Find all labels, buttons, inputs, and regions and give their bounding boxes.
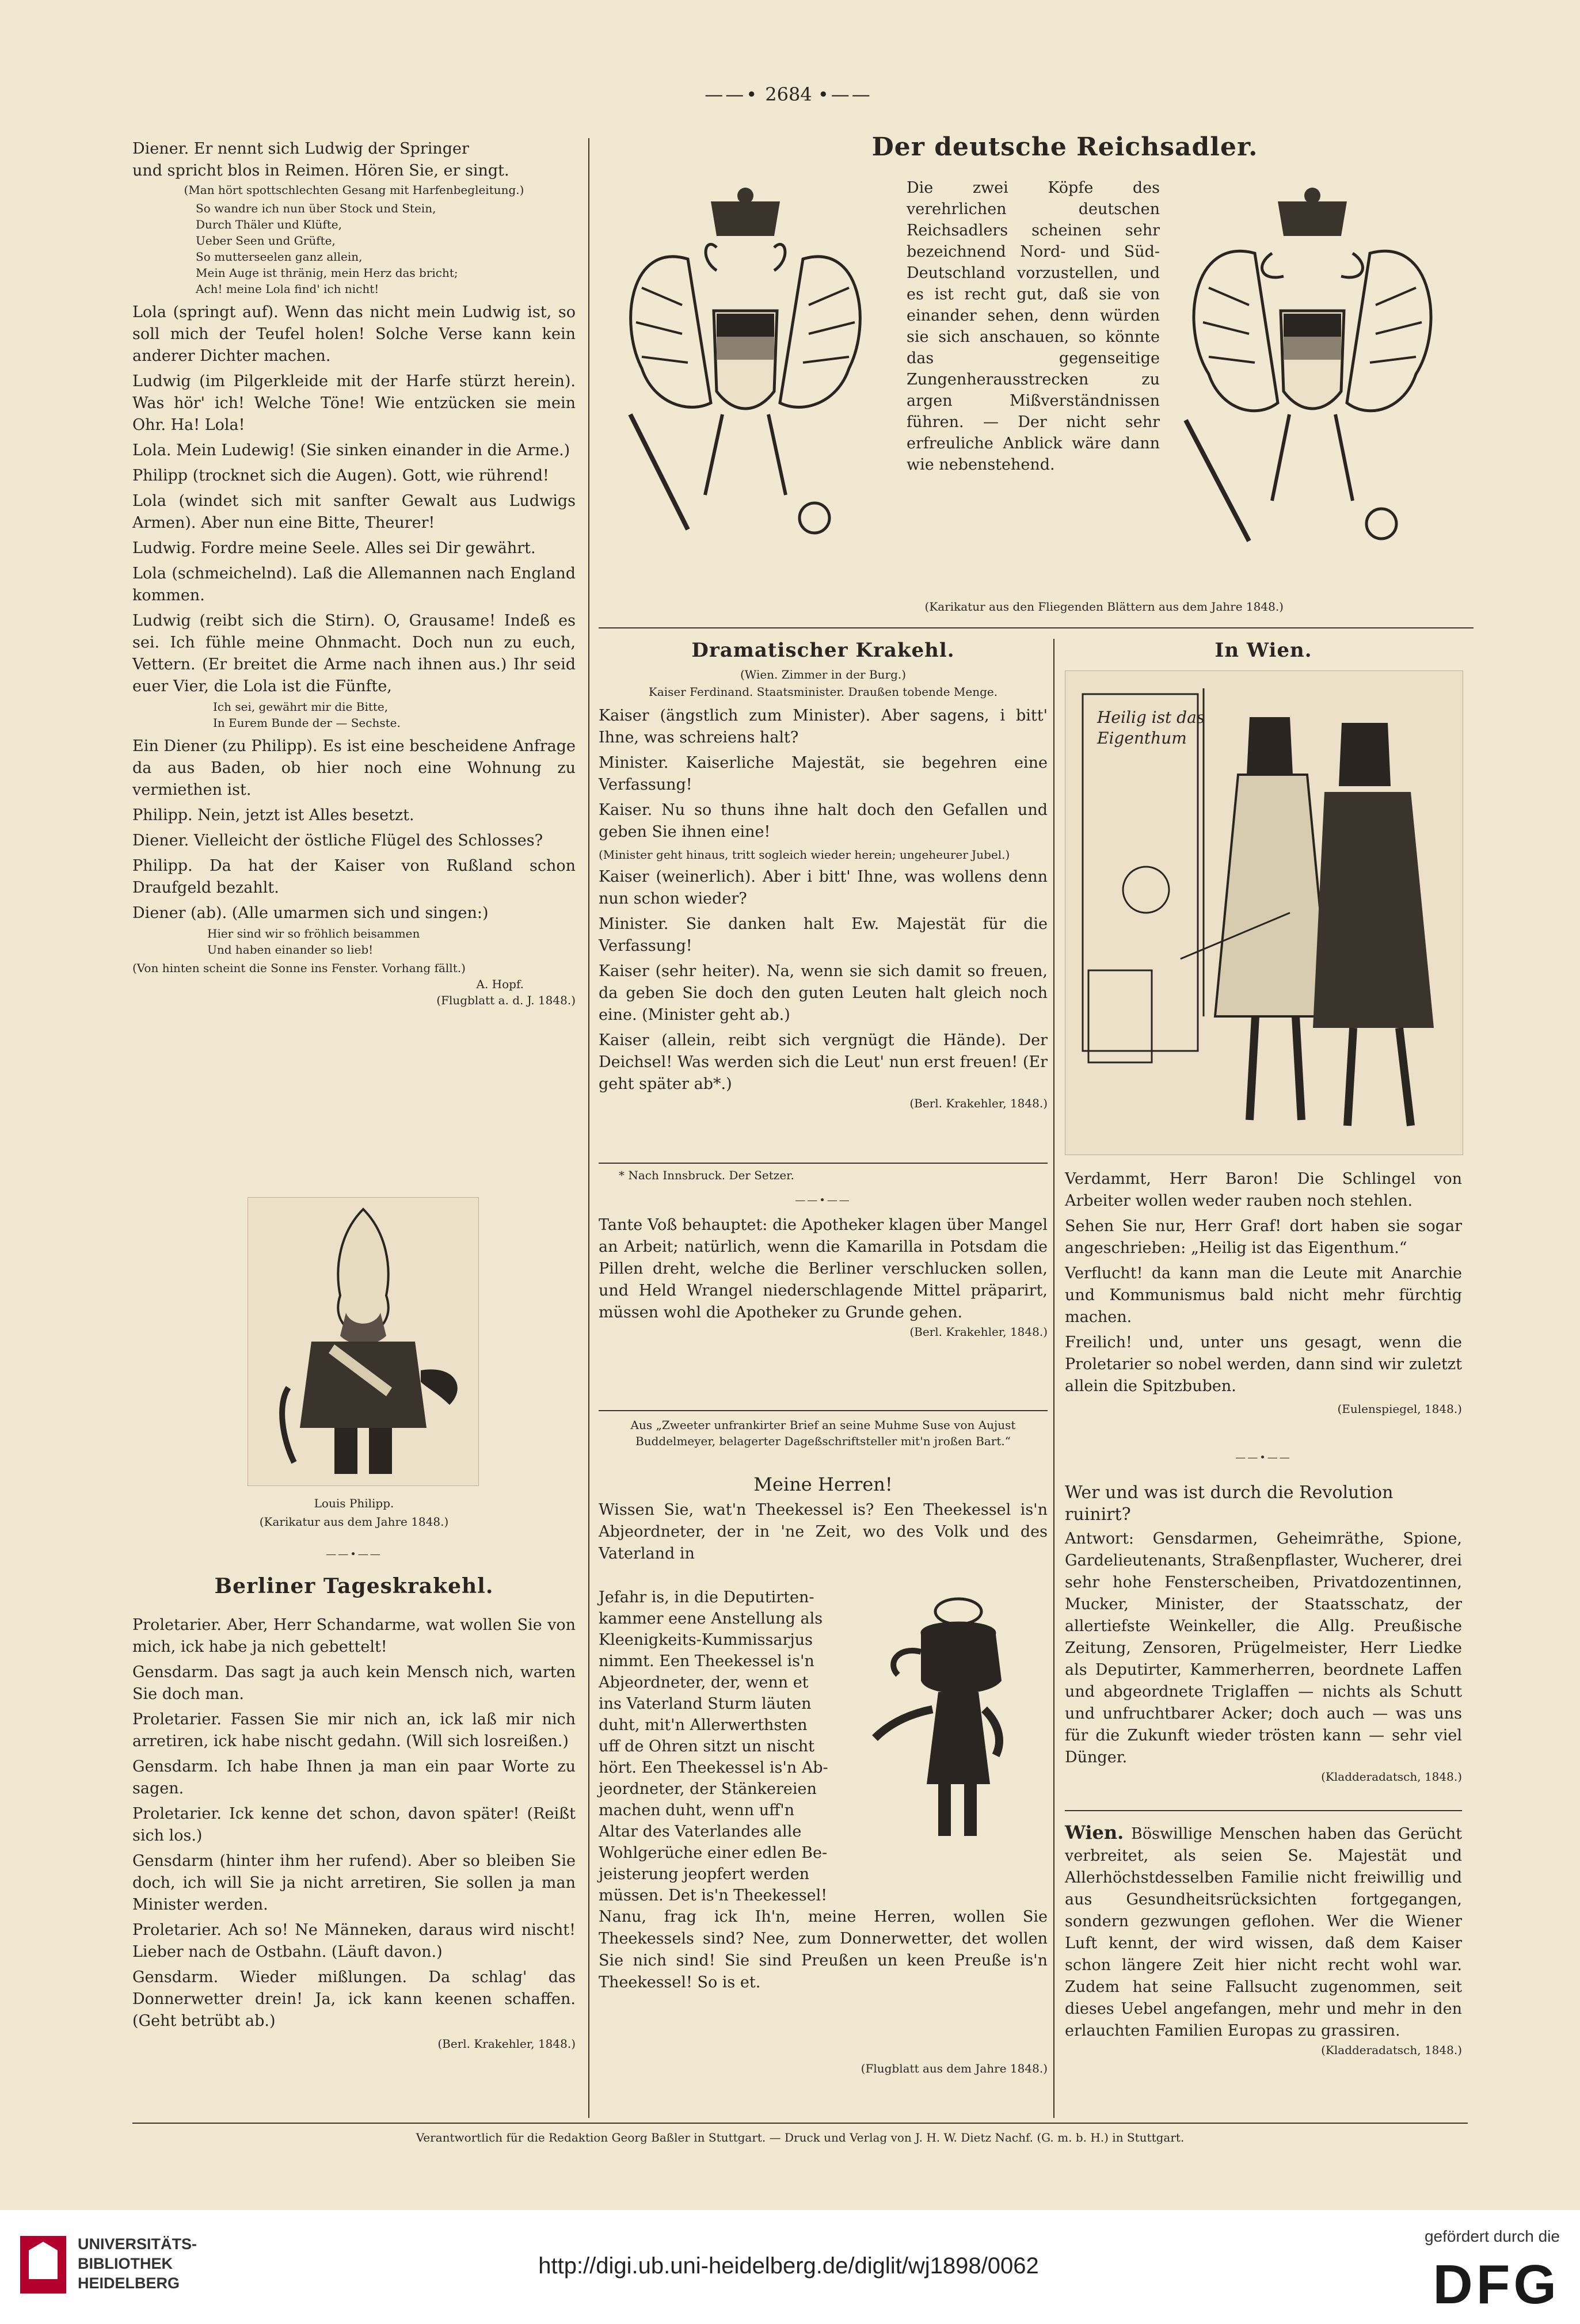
wien-lead: Wien. [1065, 1822, 1124, 1843]
in-wien-cartoon [1065, 670, 1463, 1155]
dialogue: Gensdarm. Das sagt ja auch kein Mensch nich, warten Sie doch man. [132, 1663, 576, 1703]
play-continuation [132, 138, 576, 1008]
verse [132, 925, 576, 958]
berliner-title: Berliner Tageskrakehl. [214, 1574, 494, 1598]
page-number-line: ——• 2684 •—— [705, 83, 873, 105]
theekessel-intro: Aus „Zweeter unfrankirter Brief an seine Muhme Suse von Aujust Buddelmeyer, belagerter Dageßschriftsteller mit'n jroßen Bart.“ [630, 1418, 1016, 1448]
dialogue: Proletarier. Ach so! Ne Männeken, daraus wird nischt! Lieber nach de Ostbahn. (Läuft davon.) [132, 1921, 576, 1961]
source-url-link[interactable]: http://digi.ub.uni-heidelberg.de/diglit/wj1898/0062 [538, 2253, 1039, 2279]
footer-rule [132, 2123, 1468, 2124]
verse-line: Ueber Seen und Grüfte, [196, 234, 336, 247]
dfg-logo: DFG [1433, 2254, 1560, 2315]
line: Wohlgerüche einer edlen Be- [599, 1844, 828, 1862]
line: ins Vaterland Sturm läuten [599, 1695, 812, 1713]
verse-line: So wandre ich nun über Stock und Stein, [196, 201, 436, 215]
dialogue: Lola. Mein Ludewig! (Sie sinken einander in die Arme.) [132, 441, 570, 459]
sign-line: Heilig ist das [1097, 708, 1205, 727]
column-rule [588, 138, 589, 2118]
line: Diener. Er nennt sich Ludwig der Springer [132, 140, 469, 158]
dialogue: Minister. Sie danken halt Ew. Majestät für die Verfassung! [599, 915, 1048, 955]
horizontal-rule [1065, 1810, 1462, 1811]
paragraph: Nanu, frag ick Ih'n, meine Herren, wollen Sie Theekessels sind? Nee, zum Donnerwetter, det wollen Sie nich sind! Sie sind Preußen un keen Preuße is'n Theekessel! So is et. [599, 1908, 1048, 1991]
caricature-source: (Karikatur aus dem Jahre 1848.) [259, 1515, 449, 1529]
krakehl-title: Dramatischer Krakehl. [691, 639, 955, 662]
dialogue: Diener. Vielleicht der östliche Flügel des Schlosses? [132, 832, 543, 849]
verse-line: Und haben einander so lieb! [207, 943, 374, 957]
dialogue: Gensdarm (hinter ihm her rufend). Aber so bleiben Sie doch, ich will Sie ja nicht arretiren, Sie sollen ja man Minister werden. [132, 1852, 576, 1914]
line: Altar des Vaterlandes alle [599, 1823, 802, 1841]
dialogue: Sehen Sie nur, Herr Graf! dort haben sie sogar angeschrieben: „Heilig ist das Eigenthum.“ [1065, 1217, 1462, 1257]
dialogue: Ludwig (im Pilgerkleide mit der Harfe stürzt herein). Was hör' ich! Welche Töne! Wie entzücken sie mein Ohr. Ha! Lola! [132, 372, 576, 434]
line: nimmt. Een Theekessel is'n [599, 1652, 814, 1670]
dialogue: Ein Diener (zu Philipp). Es ist eine bescheidene Anfrage da aus Baden, ob hier noch eine Wohnung zu vermiethen ist. [132, 737, 576, 799]
theekessel-intro-lines: Wissen Sie, wat'n Theekessel is? Een Theekessel is'n Abjeordneter, der in 'ne Zeit, wo des Volk und des Vaterland in [599, 1501, 1048, 1563]
theekessel-end [599, 1906, 1048, 1994]
line: uff de Ohren sitzt un nischt [599, 1738, 814, 1755]
source: (Berl. Krakehler, 1848.) [909, 1096, 1048, 1110]
wien-body: Böswillige Menschen haben das Gerücht verbreitet, als seien Se. Majestät und Allerhöchstdesselben Familie nicht freiwillig und aus Gesundheitsrücksichten fortgegangen, sondern gezwungen geflohen. Wer die Wiener Luft kennt, der wird wissen, daß dem Kaiser schon längere Zeit hier nicht recht wohl war. Zudem hat seine Fallsucht zugenommen, seit dieses Uebel angefangen, mehr und mehr in den erlauchten Familien Europas zu grassiren. [1065, 1825, 1462, 2040]
louis-philipp-caricature [248, 1197, 479, 1486]
theekessel-source: (Flugblatt aus dem Jahre 1848.) [861, 2062, 1048, 2075]
verse-line: Mein Auge ist thränig, mein Herz das bricht; [196, 266, 458, 280]
divider-ornament: ——•—— [326, 1548, 382, 1560]
stage-direction: (Von hinten scheint die Sonne ins Fenster. Vorhang fällt.) [132, 961, 466, 975]
page-number: 2684 [765, 83, 812, 105]
in-wien-body [1065, 1168, 1462, 1417]
source: (Berl. Krakehler, 1848.) [909, 1325, 1048, 1339]
dialogue: Gensdarm. Ich habe Ihnen ja man ein paar Worte zu sagen. [132, 1758, 576, 1797]
theekessel-salutation: Meine Herren! [753, 1473, 893, 1495]
divider-ornament: ——•—— [795, 1194, 851, 1206]
line: machen duht, wenn uff'n [599, 1801, 795, 1819]
verse-line: Durch Thäler und Klüfte, [196, 218, 342, 231]
krakehl-cast: Kaiser Ferdinand. Staatsminister. Draußen tobende Menge. [648, 685, 998, 699]
dialogue: Verflucht! da kann man die Leute mit Anarchie und Kommunismus bald nicht mehr fürchtig machen. [1065, 1264, 1462, 1326]
in-wien-title: In Wien. [1214, 639, 1312, 662]
dialogue: Verdammt, Herr Baron! Die Schlingel von Arbeiter wollen weder rauben noch stehlen. [1065, 1170, 1462, 1210]
dialogue: Ludwig. Fordre meine Seele. Alles sei Dir gewährt. [132, 539, 536, 557]
verse [132, 699, 576, 731]
paragraph: Antwort: Gensdarmen, Geheimräthe, Spione, Gardelieutenants, Straßenpflaster, Wucherer, drei sehr hohe Fensterscheiben, Privatdozentinnen, Mucker, Minister, der Staatsschatz, der allertiefste Weinkeller, die Allg. Preußische Zeitung, Zensoren, Prügelmeister, Herr Liedke als Deputirter, Kammerherren, beordnete Laffen und abgeordnete Triglaffen — nichts als Schutt und unfruchtbarer Acker; doch auch — was uns für die Zukunft wieder trösten kann — sehr viel Dünger. [1065, 1530, 1462, 1766]
source: (Eulenspiegel, 1848.) [1337, 1402, 1462, 1416]
dialogue: Gensdarm. Wieder mißlungen. Da schlag' das Donnerwetter drein! Ja, ick kann keenen schaffen. (Geht betrübt ab.) [132, 1968, 576, 2030]
dialogue: Kaiser. Nu so thuns ihne halt doch den Gefallen und geben Sie ihnen eine! [599, 801, 1048, 841]
line: hört. Een Theekessel is'n Ab- [599, 1759, 828, 1777]
source: (Flugblatt a. d. J. 1848.) [436, 993, 576, 1007]
dialogue: Proletarier. Ick kenne det schon, davon später! (Reißt sich los.) [132, 1805, 576, 1845]
paragraph: Tante Voß behauptet: die Apotheker klagen über Mangel an Arbeit; natürlich, wenn die Kamarilla in Potsdam die Pillen dreht, welche die Berliner verschlucken sollen, und Held Wrangel niederschlagende Mittel präparirt, müssen wohl die Apotheker zu Grunde gehen. [599, 1216, 1048, 1321]
source: (Berl. Krakehler, 1848.) [437, 2037, 576, 2051]
line: jeisterung jeopfert werden [599, 1865, 810, 1883]
divider-ornament: ——•—— [1235, 1451, 1292, 1464]
line: Kleenigkeits-Kummissarjus [599, 1631, 813, 1649]
cartoon-sign-text [1097, 708, 1210, 748]
wien-news [1065, 1822, 1462, 2058]
verse-line: Ach! meine Lola find' ich nicht! [196, 282, 379, 296]
column-rule [1053, 639, 1054, 2118]
dialogue: Philipp (trocknet sich die Augen). Gott, wie rührend! [132, 467, 549, 485]
eagle-left-illustration [607, 173, 884, 576]
line: kammer eene Anstellung als [599, 1610, 823, 1628]
revolution-body [1065, 1528, 1462, 1785]
reichsadler-body: Die zwei Köpfe des verehrlichen deutschen Reichsadlers scheinen sehr bezeichnend Nord- und Süd-Deutschland vorzustellen, und es ist recht gut, daß sie von einander sehen, denn würden sie sich anschauen, so könnte das gegenseitige Zungenherausstrecken zu argen Mißverständnissen führen. — Der nicht sehr erfreuliche Anblick wäre dann wie nebenstehend. [907, 179, 1160, 474]
university-logo-text: UNIVERSITÄTS- BIBLIOTHEK HEIDELBERG [78, 2235, 197, 2292]
reichsadler-title: Der deutsche Reichsadler. [871, 132, 1258, 162]
source: (Kladderadatsch, 1848.) [1321, 2043, 1462, 2057]
theekessel-narrow-column [599, 1587, 846, 1906]
dialogue: Lola (windet sich mit sanfter Gewalt aus Ludwigs Armen). Aber nun eine Bitte, Theurer! [132, 492, 576, 532]
stage-direction: (Minister geht hinaus, tritt sogleich wieder herein; ungeheurer Jubel.) [599, 848, 1010, 862]
song-verse [132, 200, 576, 297]
krakehl-body [599, 705, 1048, 1111]
line: müssen. Det is'n Theekessel! [599, 1887, 828, 1904]
revolution-title: Wer und was ist durch die Revolution ruinirt? [1065, 1483, 1394, 1525]
verse-line: So mutterseelen ganz allein, [196, 250, 363, 264]
teakettle-figure-illustration [858, 1594, 1042, 1842]
footer-imprint: Verantwortlich für die Redaktion Georg Baßler in Stuttgart. — Druck und Verlag von J. H. W. Dietz Nachf. (G. m. b. H.) in Stuttgart. [416, 2131, 1185, 2144]
horizontal-rule [599, 1163, 1048, 1164]
horizontal-rule [599, 1410, 1048, 1411]
dialogue: Kaiser (sehr heiter). Na, wenn sie sich damit so freuen, da geben Sie doch den guten Leuten halt gleich noch eine. (Minister geht ab.) [599, 962, 1048, 1024]
sign-line: Eigenthum [1097, 729, 1187, 748]
line: Jefahr is, in die Deputirten- [599, 1588, 814, 1606]
source: (Kladderadatsch, 1848.) [1321, 1770, 1462, 1784]
dialogue: Freilich! und, unter uns gesagt, wenn die Proletarier so nobel werden, dann sind wir zuletzt allein die Spitzbuben. [1065, 1334, 1462, 1395]
dialogue: Philipp. Da hat der Kaiser von Rußland schon Draufgeld bezahlt. [132, 857, 576, 897]
horizontal-rule [599, 627, 1474, 628]
verse-line: Ich sei, gewährt mir die Bitte, [213, 700, 389, 714]
dialogue: Minister. Kaiserliche Majestät, sie begehren eine Verfassung! [599, 754, 1048, 794]
dialogue: Kaiser (allein, reibt sich vergnügt die Hände). Der Deichsel! Was werden sich die Leut' nun erst freuen! (Er geht später ab*.) [599, 1031, 1048, 1093]
dialogue: Kaiser (weinerlich). Aber i bitt' Ihne, was wollens denn nun schon wieder? [599, 868, 1048, 908]
dialogue: Lola (schmeichelnd). Laß die Allemannen nach England kommen. [132, 565, 576, 604]
dialogue: Diener (ab). (Alle umarmen sich und singen:) [132, 904, 489, 922]
line: Abjeordneter, der, wenn et [599, 1674, 809, 1691]
eagle-right-illustration [1168, 173, 1450, 587]
line: jeordneter, der Stänkereien [599, 1780, 817, 1798]
dialogue: Kaiser (ängstlich zum Minister). Aber sagens, i bitt' Ihne, was schreiens halt? [599, 707, 1048, 746]
dialogue: Proletarier. Fassen Sie mir nich an, ick laß mir nich arretiren, ick habe nischt gedahn. (Will sich losreißen.) [132, 1710, 576, 1750]
funding-text: gefördert durch die [1424, 2227, 1560, 2245]
dialogue: Philipp. Nein, jetzt ist Alles besetzt. [132, 806, 414, 824]
krakehl-setting: (Wien. Zimmer in der Burg.) [740, 668, 907, 681]
tante-voss-body [599, 1214, 1048, 1340]
verse-line: In Eurem Bunde der — Sechste. [213, 716, 401, 730]
line: duht, mit'n Allerwerthsten [599, 1716, 808, 1734]
krakehl-footnote: * Nach Innsbruck. Der Setzer. [619, 1168, 794, 1182]
caricature-caption: Louis Philipp. [314, 1496, 394, 1510]
berliner-body [132, 1614, 576, 2052]
reichsadler-source: (Karikatur aus den Fliegenden Blättern aus dem Jahre 1848.) [924, 600, 1284, 614]
line: und spricht blos in Reimen. Hören Sie, er singt. [132, 162, 509, 180]
dialogue: Proletarier. Aber, Herr Schandarme, wat wollen Sie von mich, ick habe ja nich gebettelt! [132, 1616, 576, 1656]
author: A. Hopf. [476, 977, 524, 991]
verse-line: Hier sind wir so fröhlich beisammen [207, 927, 420, 940]
dialogue: Lola (springt auf). Wenn das nicht mein Ludwig ist, so soll mich der Teufel holen! Solche Verse kann kein anderer Dichter machen. [132, 303, 576, 365]
bottom-bar [0, 2210, 1580, 2324]
dialogue: Ludwig (reibt sich die Stirn). O, Grausame! Indeß es sei. Ich fühle meine Ohnmacht. Doch nun zu euch, Vettern. (Er breitet die Arme nach ihnen aus.) Ihr seid euer Vier, die Lola ist die Fünfte, [132, 612, 576, 695]
university-logo-icon [17, 2233, 69, 2296]
stage-direction: (Man hört spottschlechten Gesang mit Harfenbegleitung.) [184, 183, 524, 197]
